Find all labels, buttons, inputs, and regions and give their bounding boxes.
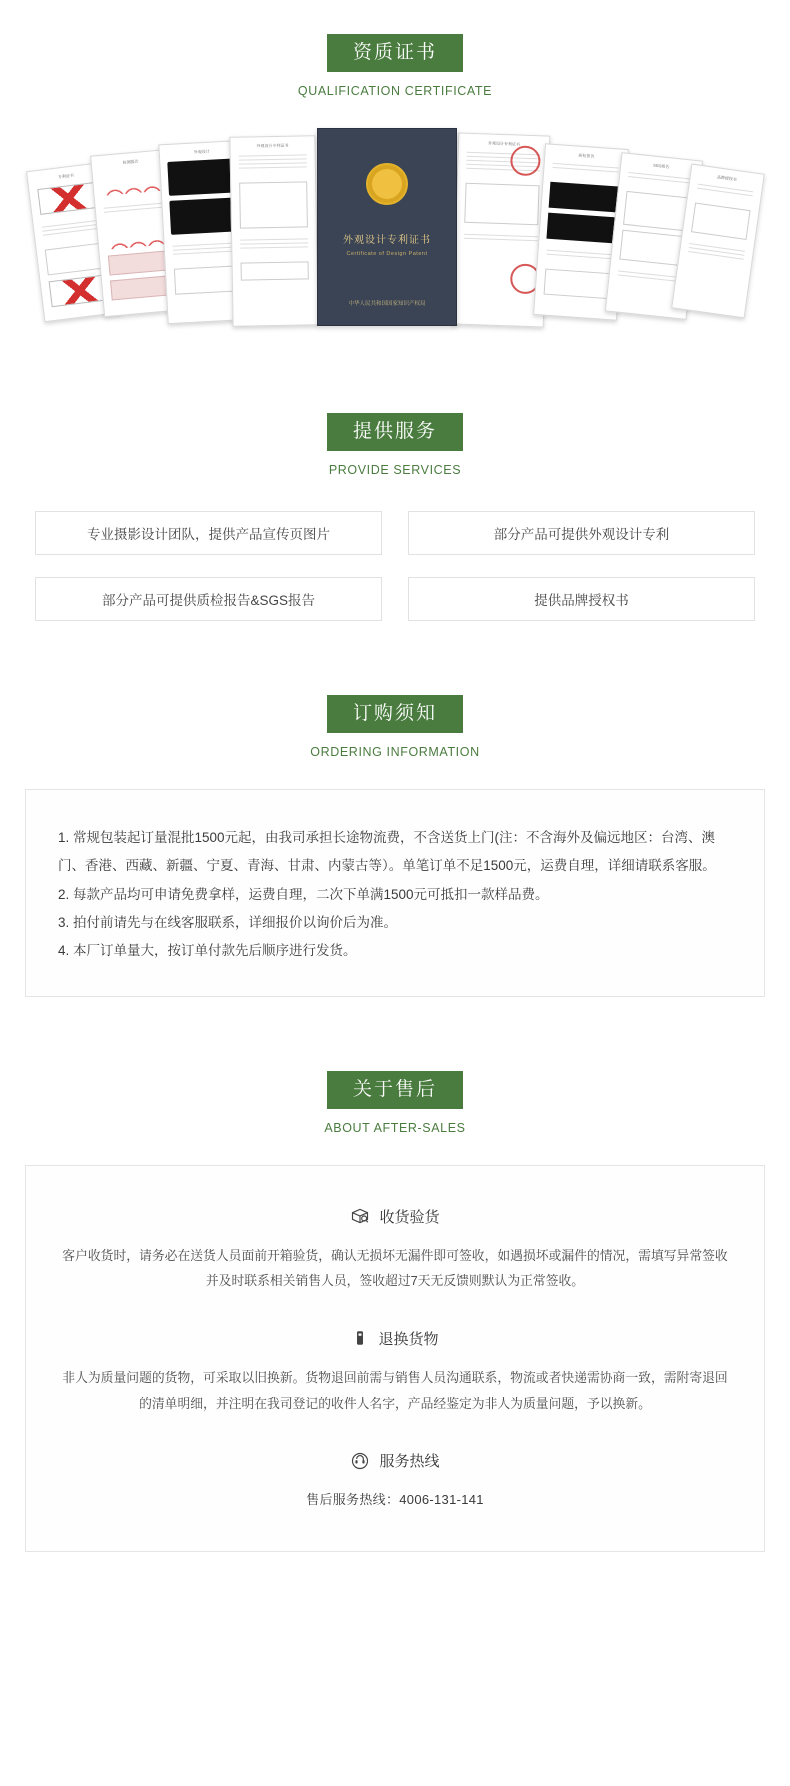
certificate-title-en: Certificate of Design Patent [346,251,428,257]
after-sales-hotline-number: 售后服务热线：4006-131-141 [306,1492,484,1508]
service-item: 提供品牌授权书 [408,577,755,621]
certificate-chart-icon [105,222,169,249]
section-header-services [0,413,790,477]
certificate-text-lines [231,148,315,177]
certificate-text-lines [455,227,546,250]
certificate-caption: 品牌授权书 [716,174,738,182]
ordering-line: 4. 本厂订单量大，按订单付款先后顺序进行发货。 [58,943,357,959]
service-item: 部分产品可提供质检报告&SGS报告 [35,577,382,621]
after-sales-heading: 服务热线 [379,1453,440,1471]
section-subtitle-ordering: ORDERING INFORMATION [310,745,480,759]
certificate-caption: 专利证书 [57,172,75,180]
after-sales-heading-row [56,1328,734,1349]
ordering-line: 3. 拍付前请先与在线客服联系，详细报价以询价后为准。 [58,915,398,931]
after-sales-heading: 收货验货 [379,1208,440,1226]
certificate-figure-box [544,269,612,300]
certificate-figure-box [546,213,616,244]
certificate-figure-box [619,230,686,267]
certificate-figure-box [110,275,174,300]
national-emblem-icon [366,163,408,205]
ordering-line: 1. 常规包装起订量混批1500元起，由我司承担长途物流费，不含送货上门(注：不含海外及偏远地区：台湾、澳门、香港、西藏、新疆、宁夏、青海、甘肃、内蒙古等）。单笔订单不足1500元，运费自理，详细请联系客服。 [58,830,716,874]
hotline-icon [350,1451,370,1471]
after-sales-heading: 退换货物 [378,1330,439,1348]
section-subtitle-after-sales: ABOUT AFTER-SALES [324,1120,466,1135]
certificate-chart-icon [101,169,165,196]
certificate-text-lines [538,243,621,269]
certificate-text-lines [679,236,754,270]
services-grid [35,511,755,621]
certificate-figure-box [239,181,308,228]
certificate-figure-box [691,202,751,240]
service-item: 专业摄影设计团队，提供产品宣传页图片 [35,511,382,555]
after-sales-body: 客户收货时，请务必在送货人员面前开箱验货，确认无损坏无漏件即可签收，如遇损坏或漏件的情况，需填写异常签收并及时联系相关销售人员，签收超过7天无反馈则默认为正常签收。 [62,1247,728,1289]
certificate-issuer: 中华人民共和国国家知识产权局 [348,301,426,307]
after-sales-body: 非人为质量问题的货物，可采取以旧换新。货物退回前需与销售人员沟通联系，物流或者快递需协商一致，需附寄退回的清单明细，并注明在我司登记的收件人名字，产品经鉴定为非人为质量问题，予以换新。 [62,1369,728,1411]
ordering-info-panel [25,789,765,997]
certificate-item [229,135,318,326]
section-header-after-sales [0,1071,790,1135]
certificate-text-lines [232,232,316,257]
certificate-figure-icon [37,182,100,215]
certificate-caption: 检测报告 [122,158,139,165]
certificate-figure-box [464,183,539,226]
package-inspect-icon [350,1206,370,1226]
section-title-services: 提供服务 [327,413,463,451]
section-title-after-sales: 关于售后 [327,1071,463,1109]
certificate-figure-box [167,158,239,196]
certificate-title-cn: 外观设计专利证书 [343,235,431,246]
section-subtitle-services: PROVIDE SERVICES [328,463,462,477]
ordering-line: 2. 每款产品均可申请免费拿样，运费自理，二次下单满1500元可抵扣一款样品费。 [58,886,549,902]
after-sales-heading-row [56,1206,734,1227]
certificate-item-featured [317,128,457,326]
section-title-ordering: 订购须知 [327,695,463,733]
service-item: 部分产品可提供外观设计专利 [408,511,755,555]
certificate-caption: 外观设计专利证书 [256,142,289,149]
certificate-caption: SGS报告 [652,162,670,170]
section-header-ordering [0,695,790,759]
section-header-qualification [0,34,790,98]
after-sales-block-hotline [56,1450,734,1513]
certificate-figure-box [623,191,690,232]
return-goods-icon [351,1328,369,1348]
after-sales-panel [25,1165,765,1552]
after-sales-block-return [56,1328,734,1416]
certificate-caption: 质检报告 [578,152,595,159]
page-root [0,34,790,1592]
certificate-caption: 外观设计专利证书 [487,140,521,147]
section-title-qualification: 资质证书 [327,34,463,72]
after-sales-heading-row [56,1450,734,1471]
certificate-gallery [35,128,755,343]
after-sales-block-receiving [56,1206,734,1294]
certificate-figure-box [549,182,619,213]
certificate-figure-box [241,261,309,280]
section-subtitle-qualification: QUALIFICATION CERTIFICATE [297,84,493,98]
certificate-caption: 外观设计 [193,148,210,155]
certificate-figure-box [108,250,172,275]
